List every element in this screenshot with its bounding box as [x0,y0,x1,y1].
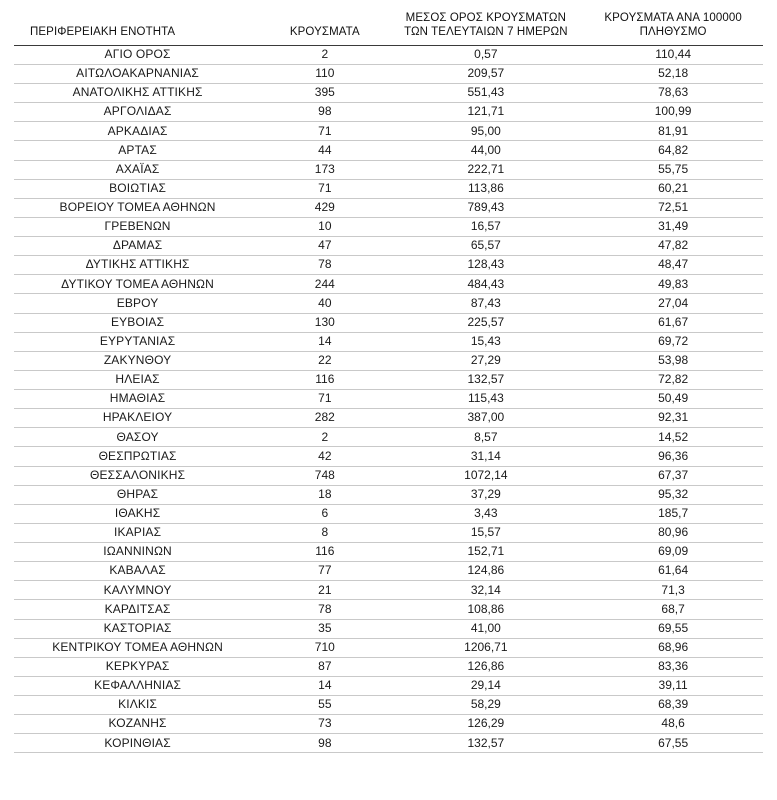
table-row [14,562,763,581]
cell-region: ΔΡΑΜΑΣ [14,237,261,256]
cell-region: ΚΟΡΙΝΘΙΑΣ [14,734,261,753]
cell-weekly-average: 44,00 [388,141,583,160]
cell-weekly-average: 124,86 [388,562,583,581]
cell-region: ΓΡΕΒΕΝΩΝ [14,217,261,236]
cell-cases: 282 [261,409,388,428]
cell-per-100000: 95,32 [583,485,763,504]
cell-region: ΒΟΡΕΙΟΥ ΤΟΜΕΑ ΑΘΗΝΩΝ [14,198,261,217]
cell-region: ΑΧΑΪΑΣ [14,160,261,179]
cell-per-100000: 96,36 [583,447,763,466]
cell-region: ΚΑΒΑΛΑΣ [14,562,261,581]
cell-cases: 35 [261,619,388,638]
cell-region: ΗΜΑΘΙΑΣ [14,390,261,409]
column-header-weekly-average-line2: ΤΩΝ ΤΕΛΕΥΤΑΙΩΝ 7 ΗΜΕΡΩΝ [404,26,568,39]
cell-cases: 2 [261,428,388,447]
cell-weekly-average: 16,57 [388,217,583,236]
cell-cases: 748 [261,466,388,485]
cell-cases: 10 [261,217,388,236]
cell-weekly-average: 1206,71 [388,638,583,657]
cell-cases: 78 [261,600,388,619]
cell-cases: 116 [261,370,388,389]
cell-per-100000: 53,98 [583,351,763,370]
cell-per-100000: 48,6 [583,715,763,734]
table-head [14,10,763,45]
cell-per-100000: 61,67 [583,313,763,332]
table-row [14,428,763,447]
table-row [14,179,763,198]
cell-region: ΑΙΤΩΛΟΑΚΑΡΝΑΝΙΑΣ [14,64,261,83]
cell-cases: 710 [261,638,388,657]
cell-cases: 73 [261,715,388,734]
cell-per-100000: 68,96 [583,638,763,657]
table-row [14,734,763,753]
cell-weekly-average: 484,43 [388,275,583,294]
cell-per-100000: 78,63 [583,84,763,103]
cell-region: ΗΛΕΙΑΣ [14,370,261,389]
cell-region: ΚΑΣΤΟΡΙΑΣ [14,619,261,638]
cell-weekly-average: 65,57 [388,237,583,256]
cell-weekly-average: 15,57 [388,523,583,542]
cell-region: ΘΗΡΑΣ [14,485,261,504]
cell-weekly-average: 15,43 [388,332,583,351]
cell-region: ΑΡΤΑΣ [14,141,261,160]
cell-cases: 116 [261,543,388,562]
cell-per-100000: 67,55 [583,734,763,753]
cell-region: ΚΑΛΥΜΝΟΥ [14,581,261,600]
cell-per-100000: 27,04 [583,294,763,313]
table-row [14,581,763,600]
cell-per-100000: 72,51 [583,198,763,217]
cell-region: ΙΚΑΡΙΑΣ [14,523,261,542]
cell-per-100000: 72,82 [583,370,763,389]
cell-per-100000: 81,91 [583,122,763,141]
cell-per-100000: 80,96 [583,523,763,542]
cell-region: ΕΥΡΥΤΑΝΙΑΣ [14,332,261,351]
cell-per-100000: 64,82 [583,141,763,160]
cell-per-100000: 14,52 [583,428,763,447]
cell-per-100000: 69,09 [583,543,763,562]
cell-weekly-average: 209,57 [388,64,583,83]
cell-per-100000: 31,49 [583,217,763,236]
table-row [14,332,763,351]
cell-region: ΚΕΦΑΛΛΗΝΙΑΣ [14,676,261,695]
cell-region: ΚΕΝΤΡΙΚΟΥ ΤΟΜΕΑ ΑΘΗΝΩΝ [14,638,261,657]
cell-per-100000: 68,39 [583,696,763,715]
cell-weekly-average: 1072,14 [388,466,583,485]
cell-cases: 55 [261,696,388,715]
cell-region: ΑΓΙΟ ΟΡΟΣ [14,45,261,64]
column-header-per-100000-line2: ΠΛΗΘΥΣΜΟ [639,26,707,39]
table-row [14,638,763,657]
cell-region: ΘΑΣΟΥ [14,428,261,447]
table-row [14,103,763,122]
cell-weekly-average: 31,14 [388,447,583,466]
cell-per-100000: 47,82 [583,237,763,256]
cell-per-100000: 49,83 [583,275,763,294]
cell-per-100000: 67,37 [583,466,763,485]
table-row [14,45,763,64]
table-row [14,237,763,256]
cell-cases: 22 [261,351,388,370]
cell-region: ΘΕΣΠΡΩΤΙΑΣ [14,447,261,466]
cell-per-100000: 39,11 [583,676,763,695]
column-header-cases-label: ΚΡΟΥΣΜΑΤΑ [289,26,360,39]
column-header-per-100000-line1: ΚΡΟΥΣΜΑΤΑ ΑΝΑ 100000 [604,12,742,24]
table-row [14,696,763,715]
cell-cases: 78 [261,256,388,275]
column-header-per-100000 [583,10,763,45]
cell-weekly-average: 225,57 [388,313,583,332]
table-header-row [14,10,763,45]
cell-per-100000: 110,44 [583,45,763,64]
table-row [14,619,763,638]
cell-cases: 14 [261,332,388,351]
cell-weekly-average: 126,86 [388,657,583,676]
cell-per-100000: 83,36 [583,657,763,676]
cell-region: ΚΙΛΚΙΣ [14,696,261,715]
cell-region: ΙΩΑΝΝΙΝΩΝ [14,543,261,562]
cell-weekly-average: 551,43 [388,84,583,103]
table-row [14,600,763,619]
cell-weekly-average: 128,43 [388,256,583,275]
cell-weekly-average: 108,86 [388,600,583,619]
cell-region: ΒΟΙΩΤΙΑΣ [14,179,261,198]
cell-weekly-average: 0,57 [388,45,583,64]
cell-region: ΑΝΑΤΟΛΙΚΗΣ ΑΤΤΙΚΗΣ [14,84,261,103]
cell-region: ΚΟΖΑΝΗΣ [14,715,261,734]
regional-cases-table [14,10,763,753]
cell-cases: 14 [261,676,388,695]
cell-per-100000: 69,55 [583,619,763,638]
cell-weekly-average: 115,43 [388,390,583,409]
table-row [14,523,763,542]
column-header-cases [261,10,388,45]
cell-region: ΚΕΡΚΥΡΑΣ [14,657,261,676]
cell-weekly-average: 32,14 [388,581,583,600]
cell-cases: 21 [261,581,388,600]
table-row [14,447,763,466]
table-row [14,390,763,409]
column-header-weekly-average-line1: ΜΕΣΟΣ ΟΡΟΣ ΚΡΟΥΣΜΑΤΩΝ [405,12,567,24]
cell-cases: 98 [261,734,388,753]
cell-cases: 6 [261,504,388,523]
cell-cases: 42 [261,447,388,466]
cell-weekly-average: 113,86 [388,179,583,198]
cell-cases: 71 [261,390,388,409]
cell-per-100000: 100,99 [583,103,763,122]
cell-per-100000: 60,21 [583,179,763,198]
cell-weekly-average: 41,00 [388,619,583,638]
cell-region: ΙΘΑΚΗΣ [14,504,261,523]
cell-per-100000: 52,18 [583,64,763,83]
cell-cases: 8 [261,523,388,542]
cell-cases: 87 [261,657,388,676]
cell-region: ΗΡΑΚΛΕΙΟΥ [14,409,261,428]
cell-per-100000: 92,31 [583,409,763,428]
cell-weekly-average: 37,29 [388,485,583,504]
cell-region: ΑΡΚΑΔΙΑΣ [14,122,261,141]
table-row [14,141,763,160]
cell-weekly-average: 58,29 [388,696,583,715]
cell-cases: 47 [261,237,388,256]
table-row [14,351,763,370]
table-row [14,409,763,428]
cell-per-100000: 50,49 [583,390,763,409]
table-row [14,543,763,562]
table-row [14,466,763,485]
cell-weekly-average: 387,00 [388,409,583,428]
cell-weekly-average: 222,71 [388,160,583,179]
table-row [14,160,763,179]
table-row [14,485,763,504]
cell-weekly-average: 29,14 [388,676,583,695]
cell-weekly-average: 95,00 [388,122,583,141]
cell-weekly-average: 87,43 [388,294,583,313]
cell-cases: 44 [261,141,388,160]
table-row [14,64,763,83]
cell-weekly-average: 8,57 [388,428,583,447]
table-row [14,122,763,141]
cell-cases: 244 [261,275,388,294]
column-header-region [14,10,261,45]
table-row [14,294,763,313]
cell-per-100000: 71,3 [583,581,763,600]
table-row [14,275,763,294]
table-row [14,84,763,103]
cell-cases: 71 [261,179,388,198]
cell-cases: 71 [261,122,388,141]
table-row [14,217,763,236]
cell-cases: 130 [261,313,388,332]
cell-weekly-average: 3,43 [388,504,583,523]
cell-cases: 110 [261,64,388,83]
cell-weekly-average: 121,71 [388,103,583,122]
column-header-weekly-average [388,10,583,45]
table-row [14,715,763,734]
cell-weekly-average: 152,71 [388,543,583,562]
column-header-region-label: ΠΕΡΙΦΕΡΕΙΑΚΗ ΕΝΟΤΗΤΑ [30,26,176,39]
table-body [14,45,763,753]
table-row [14,676,763,695]
table-row [14,256,763,275]
cell-per-100000: 61,64 [583,562,763,581]
cell-weekly-average: 132,57 [388,734,583,753]
table-row [14,313,763,332]
cell-cases: 18 [261,485,388,504]
cell-cases: 429 [261,198,388,217]
cell-region: ΕΥΒΟΙΑΣ [14,313,261,332]
cell-region: ΘΕΣΣΑΛΟΝΙΚΗΣ [14,466,261,485]
cell-region: ΑΡΓΟΛΙΔΑΣ [14,103,261,122]
table-row [14,504,763,523]
cell-cases: 98 [261,103,388,122]
cell-cases: 395 [261,84,388,103]
table-row [14,370,763,389]
cell-per-100000: 69,72 [583,332,763,351]
cell-weekly-average: 27,29 [388,351,583,370]
cell-weekly-average: 132,57 [388,370,583,389]
cell-per-100000: 68,7 [583,600,763,619]
cell-per-100000: 48,47 [583,256,763,275]
cell-region: ΔΥΤΙΚΟΥ ΤΟΜΕΑ ΑΘΗΝΩΝ [14,275,261,294]
cell-cases: 2 [261,45,388,64]
cell-weekly-average: 789,43 [388,198,583,217]
cell-cases: 173 [261,160,388,179]
cell-region: ΚΑΡΔΙΤΣΑΣ [14,600,261,619]
cell-cases: 77 [261,562,388,581]
cell-cases: 40 [261,294,388,313]
cell-weekly-average: 126,29 [388,715,583,734]
cell-per-100000: 185,7 [583,504,763,523]
cell-per-100000: 55,75 [583,160,763,179]
cell-region: ΔΥΤΙΚΗΣ ΑΤΤΙΚΗΣ [14,256,261,275]
cell-region: ΕΒΡΟΥ [14,294,261,313]
cell-region: ΖΑΚΥΝΘΟΥ [14,351,261,370]
table-row [14,198,763,217]
table-row [14,657,763,676]
